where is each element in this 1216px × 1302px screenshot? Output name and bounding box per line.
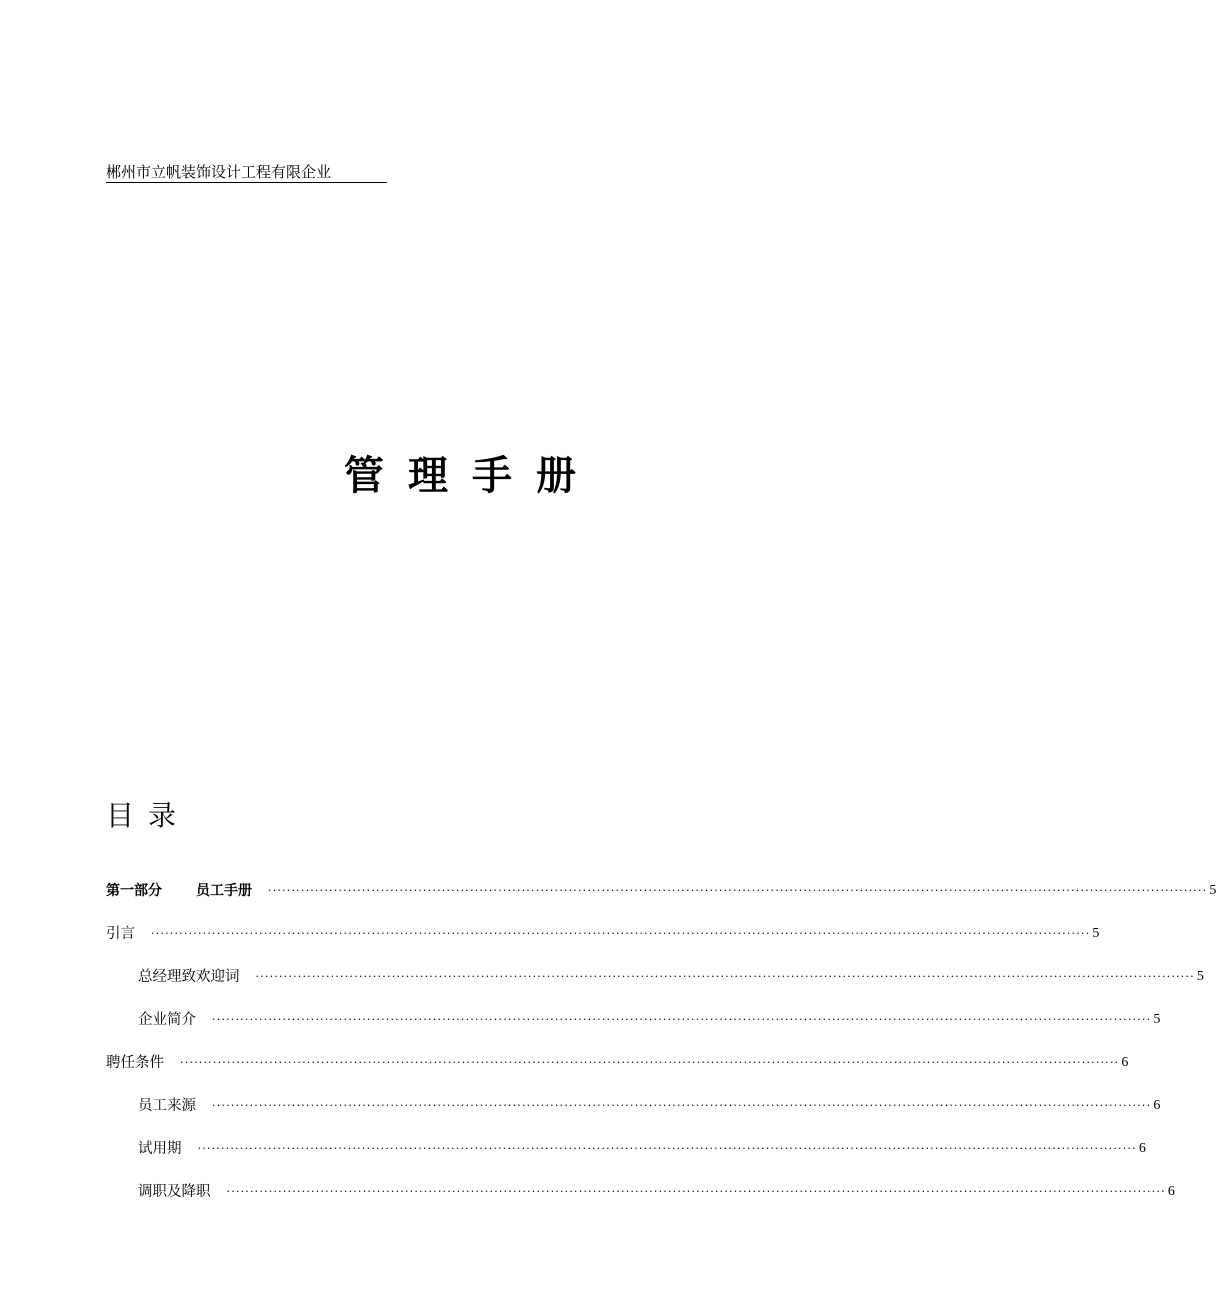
toc-entry[interactable] bbox=[106, 880, 1216, 923]
toc-entry-label: 员工来源 bbox=[138, 1098, 196, 1114]
toc-page-number: 6 bbox=[1138, 1141, 1146, 1156]
toc-page-number: 6 bbox=[1153, 1098, 1161, 1113]
toc-leader-dots: ········································································································································································································ bbox=[151, 927, 1091, 940]
company-header: 郴州市立帆装饰设计工程有限企业 bbox=[106, 162, 387, 183]
toc-entry[interactable] bbox=[106, 923, 1100, 966]
toc-leader-dots: ········································································································································································································ bbox=[212, 1013, 1152, 1026]
toc-entry[interactable] bbox=[106, 966, 1204, 1009]
table-of-contents bbox=[106, 880, 1216, 1224]
toc-leader-dots: ········································································································································································································ bbox=[212, 1099, 1152, 1112]
toc-entry-label: 聘任条件 bbox=[106, 1055, 164, 1071]
toc-leader-dots: ········································································································································································································ bbox=[255, 970, 1195, 983]
toc-leader-dots: ········································································································································································································ bbox=[197, 1142, 1137, 1155]
document-title: 管理手册 bbox=[344, 453, 600, 499]
toc-entry[interactable] bbox=[106, 1009, 1161, 1052]
toc-entry-label: 引言 bbox=[106, 926, 135, 942]
toc-page-number: 6 bbox=[1167, 1184, 1175, 1199]
toc-entry-label: 企业简介 bbox=[138, 1012, 196, 1028]
toc-leader-dots: ········································································································································································································ bbox=[268, 884, 1208, 897]
toc-page-number: 5 bbox=[1209, 883, 1216, 898]
toc-leader-dots: ········································································································································································································ bbox=[226, 1185, 1166, 1198]
toc-entry-label: 试用期 bbox=[138, 1141, 182, 1157]
toc-part-label: 第一部分 bbox=[106, 883, 162, 899]
toc-leader-dots: ········································································································································································································ bbox=[180, 1056, 1120, 1069]
toc-page-number: 5 bbox=[1092, 926, 1100, 941]
toc-section-label: 员工手册 bbox=[196, 883, 252, 899]
toc-entry[interactable] bbox=[106, 1181, 1175, 1224]
toc-entry[interactable] bbox=[106, 1095, 1161, 1138]
toc-entry-label bbox=[106, 880, 252, 902]
toc-heading: 目录 bbox=[106, 799, 191, 832]
toc-page-number: 5 bbox=[1153, 1012, 1161, 1027]
toc-entry[interactable] bbox=[106, 1138, 1146, 1181]
toc-entry-label: 调职及降职 bbox=[138, 1184, 211, 1200]
toc-page-number: 6 bbox=[1121, 1055, 1129, 1070]
toc-entry-label: 总经理致欢迎词 bbox=[138, 969, 240, 985]
toc-page-number: 5 bbox=[1196, 969, 1204, 984]
toc-entry[interactable] bbox=[106, 1052, 1129, 1095]
